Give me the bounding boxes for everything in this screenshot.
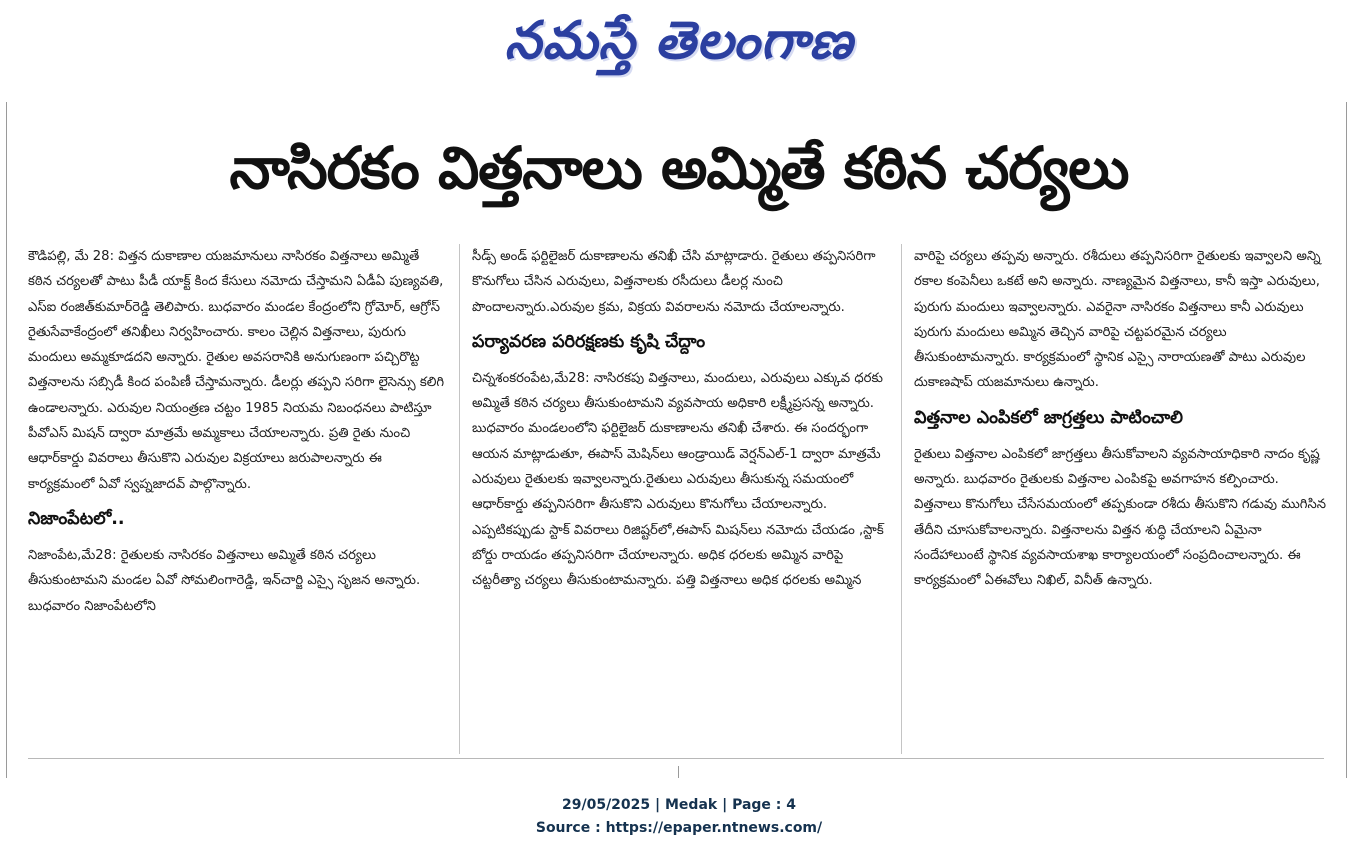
article-headline: నాసిరకం విత్తనాలు అమ్మితే కఠిన చర్యలు	[229, 134, 1129, 202]
column-1-paragraph-1: కౌడిపల్లి, మే 28: విత్తన దుకాణాల యజమానులు నాసిరకం విత్తనాలు అమ్మితే కఠిన చర్యలతో పాటు పీడీ యాక్ట్ కింద కేసులు నమోదు చేస్తామని ఏడీఏ పుణ్యవతి, ఎస్ఐ రంజిత్‌కుమార్‌రెడ్డి తెలిపారు. బుధవారం మండల కేంద్రంలోని గ్రోమోర్, ఆగ్రోస్ రైతుసేవాకేంద్రంలో తనిఖీలు నిర్వహించారు. కాలం చెల్లిన విత్తనాలు, పురుగు మందులు అమ్మకూడదని అన్నారు. రైతుల అవసరానికి అనుగుణంగా పచ్చిరొట్ట విత్తనాలను సబ్సిడీ కింద పంపిణీ చేస్తామన్నారు. డీలర్లు తప్పని సరిగా లైసెన్సు కలిగి ఉండాలన్నారు. ఎరువుల నియంత్రణ చట్టం 1985 నియమ నిబంధనలు పాటిస్తూ పీవోఎస్ మిషన్ ద్వారా మాత్రమే అమ్మకాలు చేయాలన్నారు. ప్రతి రైతు నుంచి ఆధార్‌కార్డు వివరాలు తీసుకొని ఎరువుల విక్రయాలు జరుపాలన్నారు ఈ కార్యక్రమంలో ఏవో స్వప్నజాదవ్ పాల్గొన్నారు.	[28, 249, 445, 492]
frame-rule-right	[1346, 102, 1347, 778]
column-2-paragraph-2: చిన్నశంకరంపేట,మే28: నాసిరకపు విత్తనాలు, మందులు, ఎరువులు ఎక్కువ ధరకు అమ్మితే కఠిన చర్యలు తీసుకుంటామని వ్యవసాయ అధికారి లక్ష్మీప్రసన్న అన్నారు. బుధవారం మండలంలోని ఫర్టిలైజర్ దుకాణాలను తనిఖీ చేశారు. ఈ సందర్భంగా ఆయన మాట్లాడుతూ, ఈపాస్ మెషిన్‌లు ఆండ్రాయిడ్ వెర్షన్‌ఎల్-1 ద్వారా మాత్రమే ఎరువులు రైతులకు ఇవ్వాలన్నారు.రైతులు ఎరువులు తీసుకున్న సమయంలో ఆధార్‌కార్డు తప్పనిసరిగా తీసుకొని ఎరువులు కొనుగోలు చేయాలన్నారు. ఎప్పటికప్పుడు స్టాక్ వివరాలు రిజిష్టర్‌లో,ఈపాస్ మిషన్‌లు నమోదు చేయడం ,స్టాక్ బోర్డు రాయడం తప్పనిసరిగా చేయాలన్నారు. అధిక ధరలకు అమ్మిన వారిపై చట్టరీత్యా చర్యలు తీసుకుంటామన్నారు. పత్తి విత్తనాలు అధిక ధరలకు అమ్మిన	[472, 370, 884, 589]
article-column-3	[914, 244, 1326, 754]
column-2-paragraph-1: సీడ్స్ అండ్ ఫర్టిలైజర్ దుకాణాలను తనిఖీ చేసి మాట్లాడారు. రైతులు తప్పనిసరిగా కొనుగోలు చేసిన ఎరువులు, విత్తనాలకు రసీదులు డీలర్ల నుంచి పొందాలన్నారు.ఎరువుల క్రమ, విక్రయ వివరాలను నమోదు చేయాలన్నారు.	[472, 249, 876, 315]
column-1-subheading: నిజాంపేటలో..	[28, 508, 125, 529]
column-1-paragraph-2: నిజాంపేట,మే28: రైతులకు నాసిరకం విత్తనాలు అమ్మితే కఠిన చర్యలు తీసుకుంటామని మండల ఏవో సోమలింగారెడ్డి, ఇన్‌చార్జి ఎస్సై సృజన అన్నారు. బుధవారం నిజాంపేటలోని	[28, 547, 421, 614]
column-2-subheading: పర్యావరణ పరిరక్షణకు కృషి చేద్దాం	[472, 331, 706, 352]
article-column-2	[472, 244, 888, 754]
article-column-1	[28, 244, 446, 754]
footer-date-edition-page: 29/05/2025 | Medak | Page : 4	[561, 797, 797, 813]
bottom-rule	[28, 758, 1324, 759]
column-3-paragraph-2: రైతులు విత్తనాల ఎంపికలో జాగ్రత్తలు తీసుకోవాలని వ్యవసాయాధికారి నాదం కృష్ణ అన్నారు. బుధవారం రైతులకు విత్తనాల ఎంపికపై అవగాహన కల్పించారు. విత్తనాలు కొనుగోలు చేసేసమయంలో తప్పకుండా రశీదు తీసుకొని గడువు ముగిసిన తేదీని చూసుకోవాలన్నారు. విత్తనాలను విత్తన శుద్ధి చేయాలని ఏమైనా సందేహాలుంటే స్థానిక వ్యవసాయశాఖ కార్యాలయంలో సంప్రదించాలన్నారు. ఈ కార్యక్రమంలో ఏఈవోలు నిఖిల్, వినీత్ ఉన్నారు.	[914, 446, 1326, 589]
footer-source-link[interactable]: Source : https://epaper.ntnews.com/	[535, 820, 823, 836]
column-3-subheading: విత్తనాల ఎంపికలో జాగ్రత్తలు పాటించాలి	[914, 407, 1183, 428]
column-divider-1	[459, 244, 460, 754]
masthead	[0, 2, 1358, 80]
column-divider-2	[901, 244, 902, 754]
frame-rule-left	[6, 102, 7, 778]
center-tick-mark	[678, 766, 679, 778]
column-3-paragraph-1: వారిపై చర్యలు తప్పవు అన్నారు. రశీదులు తప్పనిసరిగా రైతులకు ఇవ్వాలని అన్ని రకాల కంపెనీలు ఒకటే అని అన్నారు. నాణ్యమైన విత్తనాలు, కానీ ఇస్తా ఎరువులు, పురుగు మందులు ఇవ్వాలన్నారు. ఎవరైనా నాసిరకం విత్తనాలు కానీ ఎరువులు పురుగు మందులు అమ్మిన తెచ్చిన వారిపై చట్టపరమైన చర్యలు తీసుకుంటామన్నారు. కార్యక్రమంలో స్థానిక ఎస్సై నారాయణతో పాటు ఎరువుల దుకాణషాప్ యజమానులు ఉన్నారు.	[914, 249, 1321, 391]
masthead-logo: నమస్తే తెలంగాణ	[504, 10, 854, 71]
